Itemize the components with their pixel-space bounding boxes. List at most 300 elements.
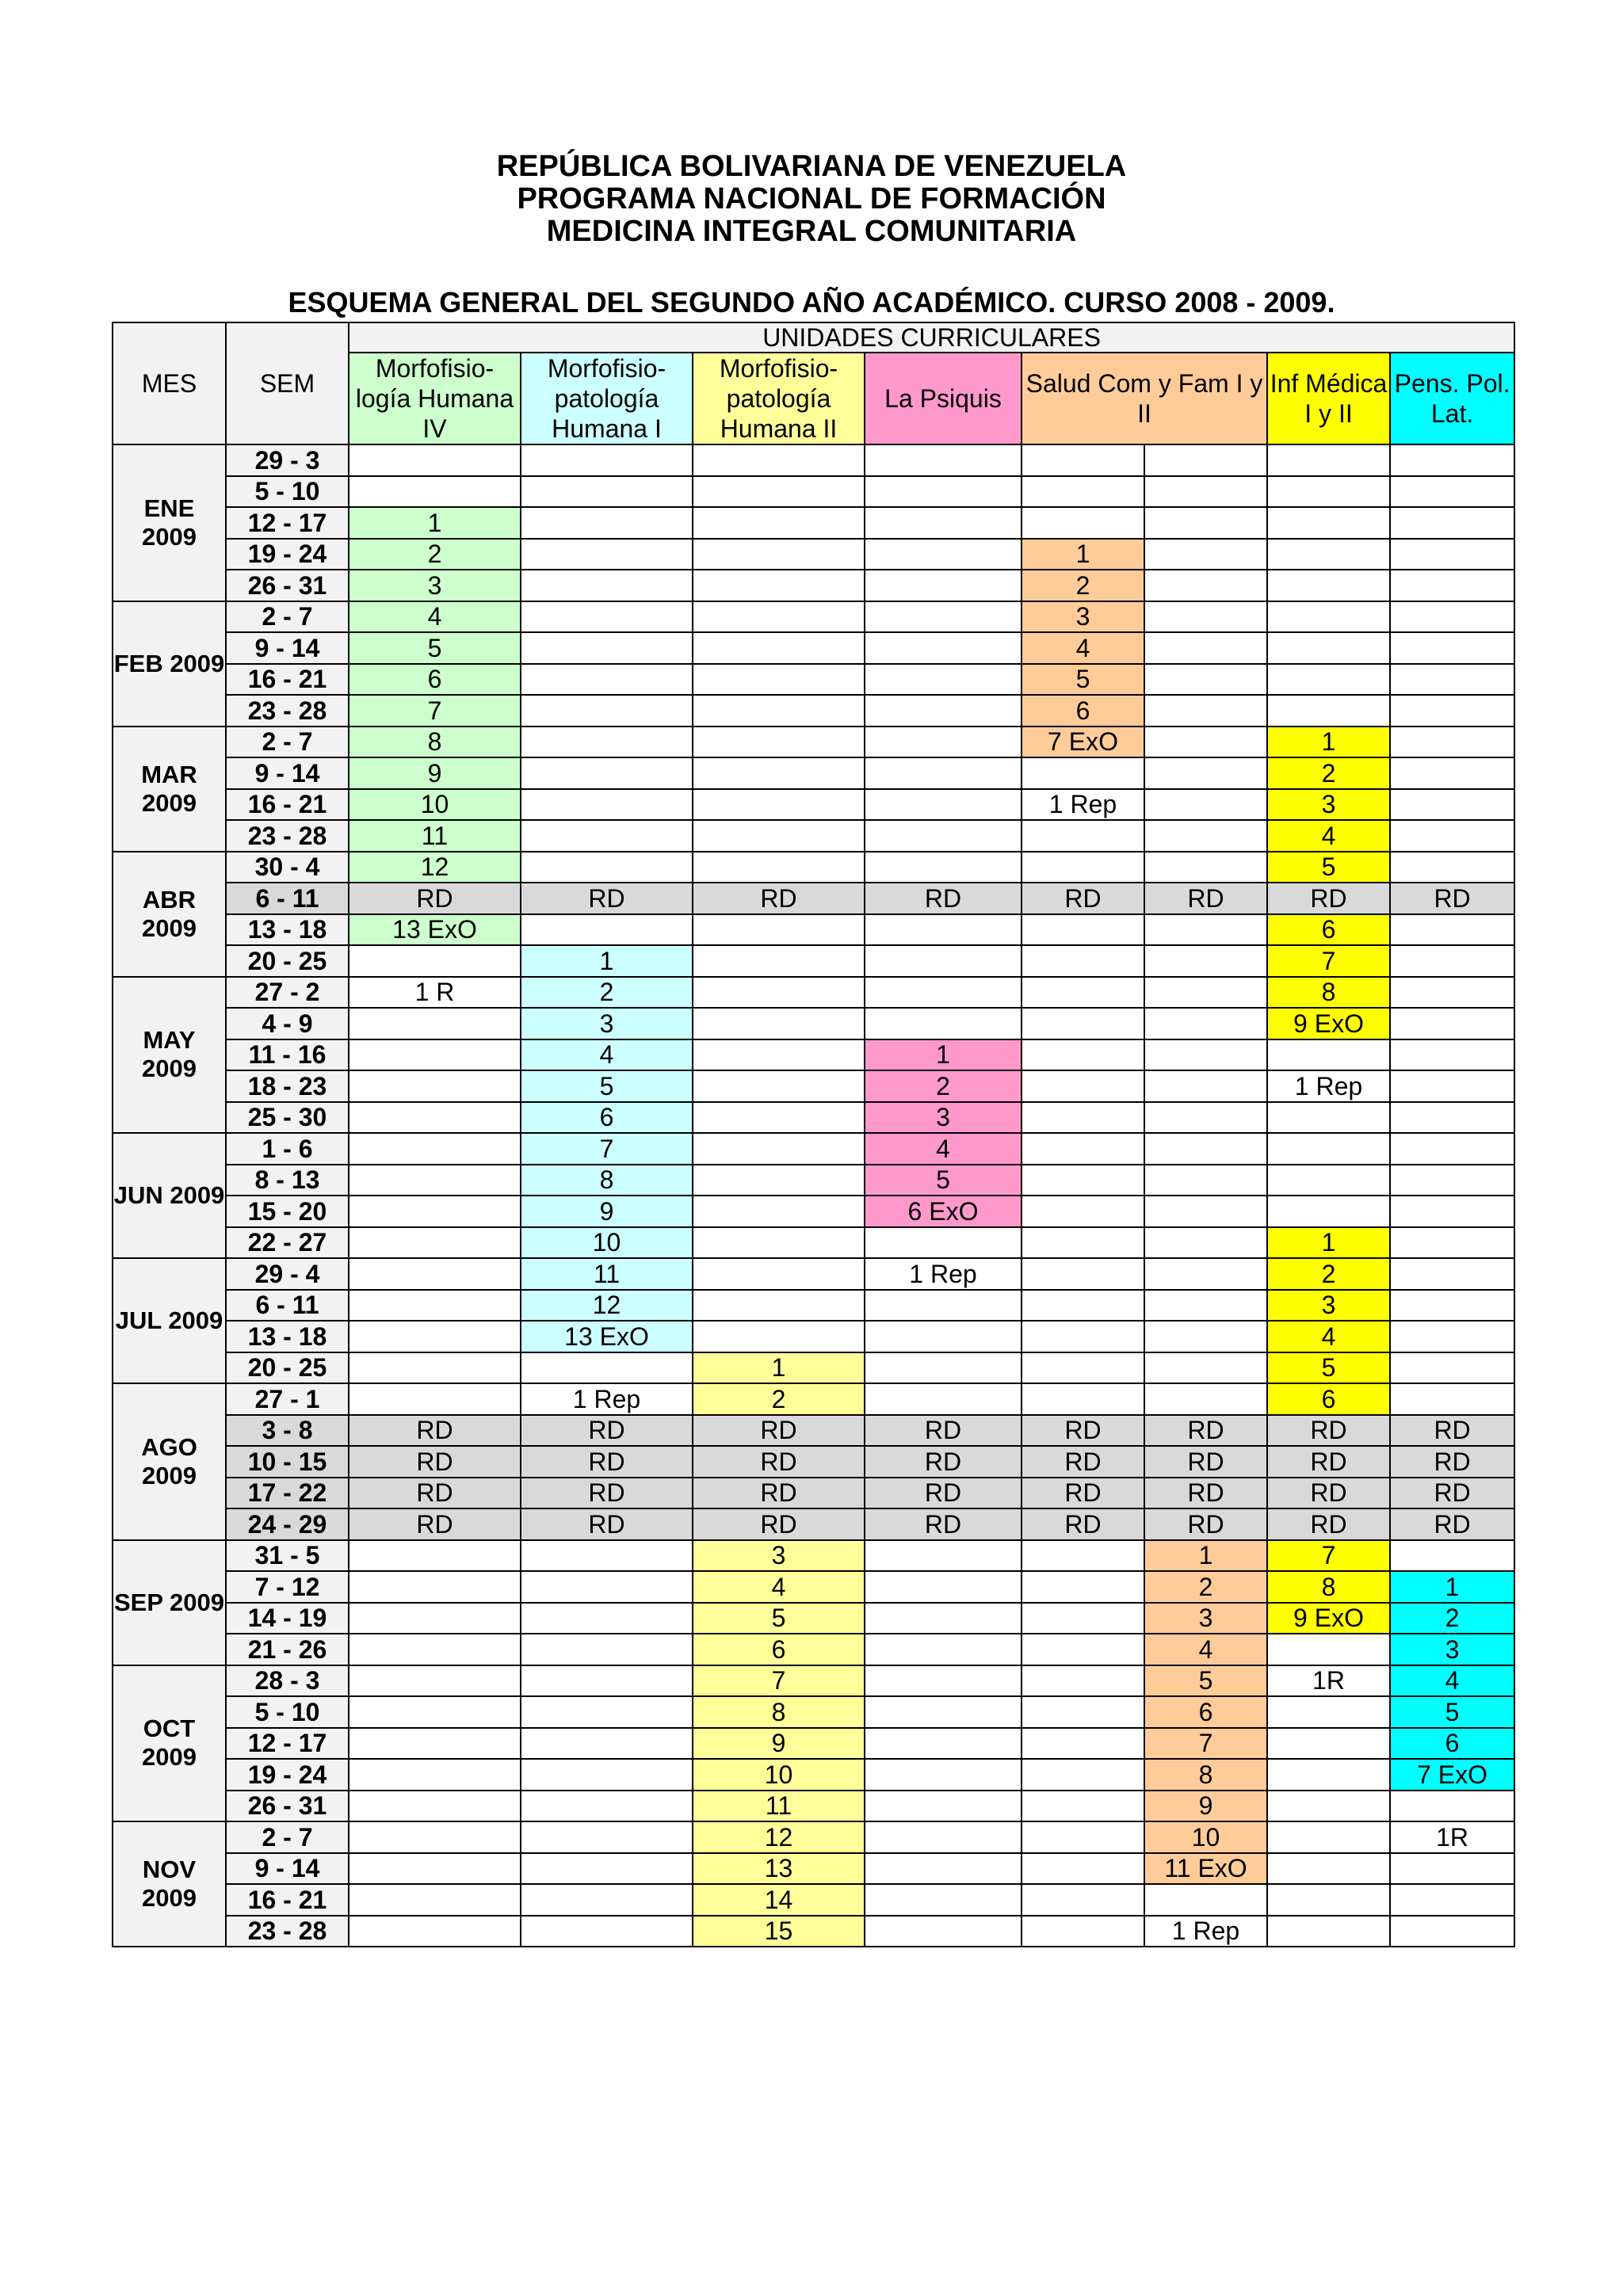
- schedule-cell: [693, 570, 865, 601]
- schedule-cell: [1390, 632, 1514, 664]
- month-label: NOV 2009: [113, 1821, 226, 1947]
- week-row: [113, 1696, 1514, 1728]
- schedule-cell: [865, 1665, 1022, 1697]
- schedule-cell: 6: [693, 1634, 865, 1665]
- schedule-cell: [349, 1791, 521, 1822]
- schedule-cell: [693, 507, 865, 539]
- schedule-cell: [865, 945, 1022, 977]
- schedule-cell: [693, 476, 865, 508]
- schedule-cell: [1144, 1008, 1267, 1039]
- schedule-cell: [349, 1821, 521, 1853]
- schedule-cell: 4: [693, 1571, 865, 1603]
- schedule-cell: 1 Rep: [865, 1258, 1022, 1290]
- schedule-cell: [1022, 1102, 1144, 1134]
- schedule-cell: [1144, 1039, 1267, 1071]
- schedule-cell: [1022, 1008, 1144, 1039]
- schedule-cell: [1390, 570, 1514, 601]
- week-row: [113, 507, 1514, 539]
- schedule-cell: [521, 695, 693, 727]
- week-range: 1 - 6: [226, 1133, 349, 1165]
- schedule-cell: 1 Rep: [521, 1383, 693, 1415]
- sem-header: SEM: [226, 322, 349, 444]
- schedule-cell: [521, 1821, 693, 1853]
- schedule-cell: [349, 1196, 521, 1227]
- schedule-cell: RD: [521, 1508, 693, 1540]
- unit-header-salud-com-fam: Salud Com y Fam I y II: [1022, 353, 1267, 444]
- week-row: [113, 476, 1514, 508]
- schedule-cell: 5: [1390, 1696, 1514, 1728]
- schedule-cell: 5: [865, 1165, 1022, 1196]
- unit-header-morfofisiopatologia-i: Morfofisio-patología Humana I: [521, 353, 693, 444]
- schedule-cell: [693, 1039, 865, 1071]
- schedule-cell: [1144, 820, 1267, 852]
- schedule-cell: 4: [521, 1039, 693, 1071]
- schedule-cell: 6: [1144, 1696, 1267, 1728]
- schedule-cell: [1390, 1165, 1514, 1196]
- schedule-cell: 4: [1022, 632, 1144, 664]
- schedule-cell: [1022, 1352, 1144, 1384]
- schedule-cell: 3: [1022, 601, 1144, 633]
- schedule-cell: 4: [1267, 1321, 1390, 1352]
- week-range: 31 - 5: [226, 1540, 349, 1572]
- week-range: 13 - 18: [226, 914, 349, 946]
- week-row: [113, 1634, 1514, 1665]
- schedule-cell: [1390, 1070, 1514, 1102]
- schedule-cell: [693, 1196, 865, 1227]
- schedule-cell: 7: [693, 1665, 865, 1697]
- schedule-cell: [1267, 1133, 1390, 1165]
- schedule-cell: RD: [1267, 1415, 1390, 1447]
- unit-header-pens-pol-lat: Pens. Pol. Lat.: [1390, 353, 1514, 444]
- schedule-cell: 6: [349, 664, 521, 696]
- schedule-cell: [1267, 695, 1390, 727]
- schedule-cell: 11: [693, 1791, 865, 1822]
- schedule-cell: [1144, 757, 1267, 789]
- schedule-cell: RD: [1390, 1508, 1514, 1540]
- schedule-cell: [1390, 1352, 1514, 1384]
- schedule-cell: [1022, 757, 1144, 789]
- schedule-cell: RD: [865, 1446, 1022, 1478]
- week-range: 5 - 10: [226, 476, 349, 508]
- week-range: 20 - 25: [226, 945, 349, 977]
- schedule-cell: [349, 1665, 521, 1697]
- schedule-cell: 3: [1267, 789, 1390, 821]
- schedule-cell: [1022, 914, 1144, 946]
- month-label: FEB 2009: [113, 601, 226, 727]
- week-row: [113, 1508, 1514, 1540]
- schedule-cell: 13 ExO: [521, 1321, 693, 1352]
- schedule-cell: [865, 507, 1022, 539]
- week-row: [113, 1352, 1514, 1384]
- schedule-cell: RD: [521, 1415, 693, 1447]
- schedule-cell: [1144, 977, 1267, 1009]
- schedule-cell: [521, 727, 693, 758]
- week-row: [113, 695, 1514, 727]
- week-row: [113, 444, 1514, 476]
- schedule-cell: 7 ExO: [1022, 727, 1144, 758]
- schedule-cell: [521, 789, 693, 821]
- schedule-cell: 10: [693, 1759, 865, 1791]
- month-label: MAR 2009: [113, 727, 226, 852]
- schedule-cell: [1022, 1728, 1144, 1760]
- week-row: [113, 1102, 1514, 1134]
- schedule-cell: [693, 1133, 865, 1165]
- schedule-cell: 9: [521, 1196, 693, 1227]
- schedule-cell: [1022, 1634, 1144, 1665]
- schedule-cell: 4: [1144, 1634, 1267, 1665]
- schedule-cell: [521, 1916, 693, 1947]
- schedule-cell: [1144, 914, 1267, 946]
- week-range: 9 - 14: [226, 757, 349, 789]
- schedule-cell: [865, 1634, 1022, 1665]
- schedule-cell: [349, 1321, 521, 1352]
- schedule-cell: [865, 1383, 1022, 1415]
- schedule-cell: [1390, 1383, 1514, 1415]
- week-row: [113, 601, 1514, 633]
- schedule-cell: [1144, 1196, 1267, 1227]
- schedule-cell: 5: [349, 632, 521, 664]
- schedule-cell: RD: [1022, 1508, 1144, 1540]
- schedule-cell: [865, 1916, 1022, 1947]
- schedule-cell: 13: [693, 1853, 865, 1885]
- schedule-cell: [349, 1352, 521, 1384]
- schedule-cell: 3: [1267, 1290, 1390, 1322]
- unit-header-la-psiquis: La Psiquis: [865, 353, 1022, 444]
- schedule-cell: [865, 1728, 1022, 1760]
- schedule-cell: 4: [1267, 820, 1390, 852]
- week-range: 23 - 28: [226, 695, 349, 727]
- schedule-cell: 11: [349, 820, 521, 852]
- schedule-cell: 1 Rep: [1267, 1070, 1390, 1102]
- week-row: [113, 632, 1514, 664]
- schedule-cell: [865, 977, 1022, 1009]
- schedule-cell: [1267, 1196, 1390, 1227]
- schedule-cell: [1390, 664, 1514, 696]
- schedule-cell: RD: [1144, 883, 1267, 914]
- week-row: [113, 1728, 1514, 1760]
- schedule-cell: 4: [349, 601, 521, 633]
- schedule-cell: [693, 727, 865, 758]
- schedule-table: [112, 322, 1515, 1947]
- schedule-cell: [349, 945, 521, 977]
- week-range: 12 - 17: [226, 507, 349, 539]
- schedule-cell: [865, 1759, 1022, 1791]
- schedule-cell: [865, 1603, 1022, 1634]
- schedule-cell: [1022, 507, 1144, 539]
- schedule-cell: [1022, 945, 1144, 977]
- schedule-cell: [1144, 1884, 1267, 1916]
- schedule-cell: [349, 1039, 521, 1071]
- schedule-cell: [1267, 601, 1390, 633]
- schedule-cell: [521, 1759, 693, 1791]
- schedule-cell: RD: [349, 1508, 521, 1540]
- schedule-cell: [693, 601, 865, 633]
- month-label: MAY 2009: [113, 977, 226, 1134]
- schedule-cell: [521, 852, 693, 883]
- schedule-cell: 2: [865, 1070, 1022, 1102]
- schedule-cell: [693, 664, 865, 696]
- week-row: [113, 820, 1514, 852]
- week-range: 6 - 11: [226, 883, 349, 914]
- schedule-cell: 2: [693, 1383, 865, 1415]
- week-row: [113, 1070, 1514, 1102]
- schedule-cell: 7 ExO: [1390, 1759, 1514, 1791]
- schedule-cell: [1390, 1133, 1514, 1165]
- schedule-cell: [1267, 1853, 1390, 1885]
- schedule-cell: [1022, 1821, 1144, 1853]
- schedule-cell: 12: [521, 1290, 693, 1322]
- schedule-cell: [1022, 1227, 1144, 1259]
- schedule-cell: [1144, 632, 1267, 664]
- schedule-cell: [521, 570, 693, 601]
- schedule-cell: [521, 1884, 693, 1916]
- schedule-cell: [1267, 1791, 1390, 1822]
- schedule-cell: [865, 1227, 1022, 1259]
- week-range: 5 - 10: [226, 1696, 349, 1728]
- schedule-cell: [1267, 507, 1390, 539]
- schedule-cell: [1390, 601, 1514, 633]
- week-row: [113, 1571, 1514, 1603]
- schedule-cell: [1022, 1039, 1144, 1071]
- week-row: [113, 757, 1514, 789]
- schedule-cell: [865, 539, 1022, 570]
- week-range: 4 - 9: [226, 1008, 349, 1039]
- schedule-cell: 3: [1390, 1634, 1514, 1665]
- schedule-cell: RD: [693, 883, 865, 914]
- schedule-cell: 6: [1267, 1383, 1390, 1415]
- schedule-cell: [1022, 444, 1144, 476]
- schedule-cell: 7: [521, 1133, 693, 1165]
- schedule-cell: RD: [865, 1415, 1022, 1447]
- schedule-cell: RD: [865, 1478, 1022, 1509]
- schedule-cell: [1390, 977, 1514, 1009]
- schedule-cell: [1022, 1759, 1144, 1791]
- schedule-cell: RD: [693, 1415, 865, 1447]
- schedule-cell: [1022, 1383, 1144, 1415]
- schedule-cell: [693, 444, 865, 476]
- schedule-cell: [693, 632, 865, 664]
- schedule-cell: 7: [1267, 945, 1390, 977]
- schedule-cell: 5: [1267, 852, 1390, 883]
- week-row: [113, 1227, 1514, 1259]
- schedule-cell: [349, 1070, 521, 1102]
- schedule-cell: 1: [1022, 539, 1144, 570]
- week-range: 27 - 2: [226, 977, 349, 1009]
- week-row: [113, 1540, 1514, 1572]
- schedule-cell: [1022, 1916, 1144, 1947]
- week-range: 2 - 7: [226, 601, 349, 633]
- schedule-cell: 7: [1267, 1540, 1390, 1572]
- schedule-cell: [1267, 570, 1390, 601]
- week-range: 19 - 24: [226, 1759, 349, 1791]
- schedule-cell: [865, 1540, 1022, 1572]
- schedule-cell: [1144, 539, 1267, 570]
- schedule-cell: [1022, 1853, 1144, 1885]
- schedule-cell: [521, 1634, 693, 1665]
- schedule-cell: [349, 1165, 521, 1196]
- schedule-cell: RD: [349, 1446, 521, 1478]
- schedule-cell: [1144, 1165, 1267, 1196]
- schedule-cell: 9: [349, 757, 521, 789]
- schedule-title: ESQUEMA GENERAL DEL SEGUNDO AÑO ACADÉMICO. CURSO 2008 - 2009.: [288, 286, 1335, 318]
- schedule-cell: [349, 1571, 521, 1603]
- schedule-cell: RD: [1144, 1508, 1267, 1540]
- schedule-cell: [693, 757, 865, 789]
- schedule-cell: [865, 757, 1022, 789]
- schedule-cell: [1144, 601, 1267, 633]
- schedule-cell: RD: [1390, 1478, 1514, 1509]
- week-row: [113, 1008, 1514, 1039]
- schedule-cell: [693, 977, 865, 1009]
- schedule-cell: 3: [865, 1102, 1022, 1134]
- schedule-cell: [521, 1853, 693, 1885]
- schedule-cell: [521, 757, 693, 789]
- schedule-cell: [1267, 476, 1390, 508]
- week-row: [113, 914, 1514, 946]
- schedule-cell: RD: [521, 883, 693, 914]
- schedule-cell: [349, 1008, 521, 1039]
- week-row: [113, 1039, 1514, 1071]
- schedule-cell: [1144, 1321, 1267, 1352]
- schedule-cell: RD: [1144, 1446, 1267, 1478]
- schedule-cell: [1267, 1165, 1390, 1196]
- schedule-cell: [865, 1791, 1022, 1822]
- schedule-cell: 11 ExO: [1144, 1853, 1267, 1885]
- schedule-cell: [349, 1227, 521, 1259]
- schedule-cell: [1144, 1227, 1267, 1259]
- schedule-cell: [1267, 1884, 1390, 1916]
- week-range: 16 - 21: [226, 664, 349, 696]
- schedule-cell: [521, 1540, 693, 1572]
- schedule-cell: 1R: [1390, 1821, 1514, 1853]
- schedule-cell: 5: [1144, 1665, 1267, 1697]
- schedule-cell: 5: [521, 1070, 693, 1102]
- week-range: 13 - 18: [226, 1321, 349, 1352]
- week-row: [113, 1133, 1514, 1165]
- schedule-cell: 1R: [1267, 1665, 1390, 1697]
- schedule-cell: RD: [521, 1478, 693, 1509]
- schedule-cell: [865, 789, 1022, 821]
- schedule-cell: [521, 476, 693, 508]
- week-row: [113, 1821, 1514, 1853]
- schedule-cell: [1022, 1696, 1144, 1728]
- schedule-cell: 13 ExO: [349, 914, 521, 946]
- schedule-cell: [1022, 1540, 1144, 1572]
- schedule-cell: [1390, 444, 1514, 476]
- schedule-cell: 3: [1144, 1603, 1267, 1634]
- week-range: 14 - 19: [226, 1603, 349, 1634]
- schedule-cell: [1390, 727, 1514, 758]
- schedule-cell: [349, 1696, 521, 1728]
- week-range: 2 - 7: [226, 727, 349, 758]
- schedule-cell: 12: [693, 1821, 865, 1853]
- schedule-cell: [1022, 852, 1144, 883]
- schedule-cell: 9 ExO: [1267, 1008, 1390, 1039]
- schedule-cell: RD: [1390, 1415, 1514, 1447]
- week-range: 30 - 4: [226, 852, 349, 883]
- schedule-cell: 1: [349, 507, 521, 539]
- schedule-cell: RD: [1390, 883, 1514, 914]
- schedule-cell: [349, 1383, 521, 1415]
- schedule-cell: [521, 1603, 693, 1634]
- schedule-cell: 3: [349, 570, 521, 601]
- schedule-cell: [349, 1634, 521, 1665]
- schedule-cell: [349, 1603, 521, 1634]
- schedule-cell: 8: [1267, 977, 1390, 1009]
- week-row: [113, 1853, 1514, 1885]
- schedule-cell: [693, 1258, 865, 1290]
- schedule-cell: 8: [521, 1165, 693, 1196]
- week-row: [113, 852, 1514, 883]
- schedule-cell: [693, 852, 865, 883]
- document-header: [0, 151, 1623, 248]
- schedule-cell: 10: [521, 1227, 693, 1259]
- schedule-cell: 2: [1390, 1603, 1514, 1634]
- schedule-cell: [349, 1916, 521, 1947]
- schedule-cell: [349, 444, 521, 476]
- schedule-cell: RD: [1390, 1446, 1514, 1478]
- week-row: [113, 883, 1514, 914]
- schedule-cell: 6: [1022, 695, 1144, 727]
- week-row: [113, 1446, 1514, 1478]
- week-range: 2 - 7: [226, 1821, 349, 1853]
- schedule-cell: [1144, 1258, 1267, 1290]
- month-label: ENE 2009: [113, 444, 226, 601]
- week-row: [113, 1321, 1514, 1352]
- schedule-cell: RD: [1144, 1478, 1267, 1509]
- unit-header-morfofisiologia-iv: Morfofisio-logía Humana IV: [349, 353, 521, 444]
- schedule-cell: [1022, 476, 1144, 508]
- schedule-cell: [1390, 820, 1514, 852]
- schedule-cell: [693, 820, 865, 852]
- schedule-cell: [1390, 945, 1514, 977]
- schedule-cell: [693, 914, 865, 946]
- schedule-cell: [521, 444, 693, 476]
- schedule-cell: [1267, 1916, 1390, 1947]
- schedule-cell: [1022, 1603, 1144, 1634]
- schedule-body: [113, 444, 1514, 1947]
- schedule-cell: 7: [1144, 1728, 1267, 1760]
- schedule-cell: RD: [1267, 1478, 1390, 1509]
- week-row: [113, 1916, 1514, 1947]
- week-row: [113, 945, 1514, 977]
- unit-header-morfofisiopatologia-ii: Morfofisio-patología Humana II: [693, 353, 865, 444]
- schedule-cell: RD: [349, 883, 521, 914]
- week-range: 21 - 26: [226, 1634, 349, 1665]
- schedule-cell: [1144, 695, 1267, 727]
- schedule-cell: 8: [1144, 1759, 1267, 1791]
- schedule-cell: 5: [1022, 664, 1144, 696]
- schedule-cell: RD: [349, 1478, 521, 1509]
- schedule-cell: [1267, 1102, 1390, 1134]
- week-range: 11 - 16: [226, 1039, 349, 1071]
- schedule-cell: RD: [1267, 1508, 1390, 1540]
- schedule-cell: [1390, 852, 1514, 883]
- schedule-cell: [865, 1884, 1022, 1916]
- schedule-cell: [521, 1696, 693, 1728]
- schedule-cell: [521, 1352, 693, 1384]
- schedule-cell: [1144, 476, 1267, 508]
- schedule-cell: 6: [1267, 914, 1390, 946]
- week-row: [113, 1759, 1514, 1791]
- header-course: MEDICINA INTEGRAL COMUNITARIA: [546, 215, 1077, 248]
- schedule-cell: [1022, 1196, 1144, 1227]
- schedule-cell: [1390, 476, 1514, 508]
- schedule-cell: 6: [1390, 1728, 1514, 1760]
- schedule-cell: [1022, 1165, 1144, 1196]
- schedule-cell: [1022, 1571, 1144, 1603]
- schedule-cell: [1390, 914, 1514, 946]
